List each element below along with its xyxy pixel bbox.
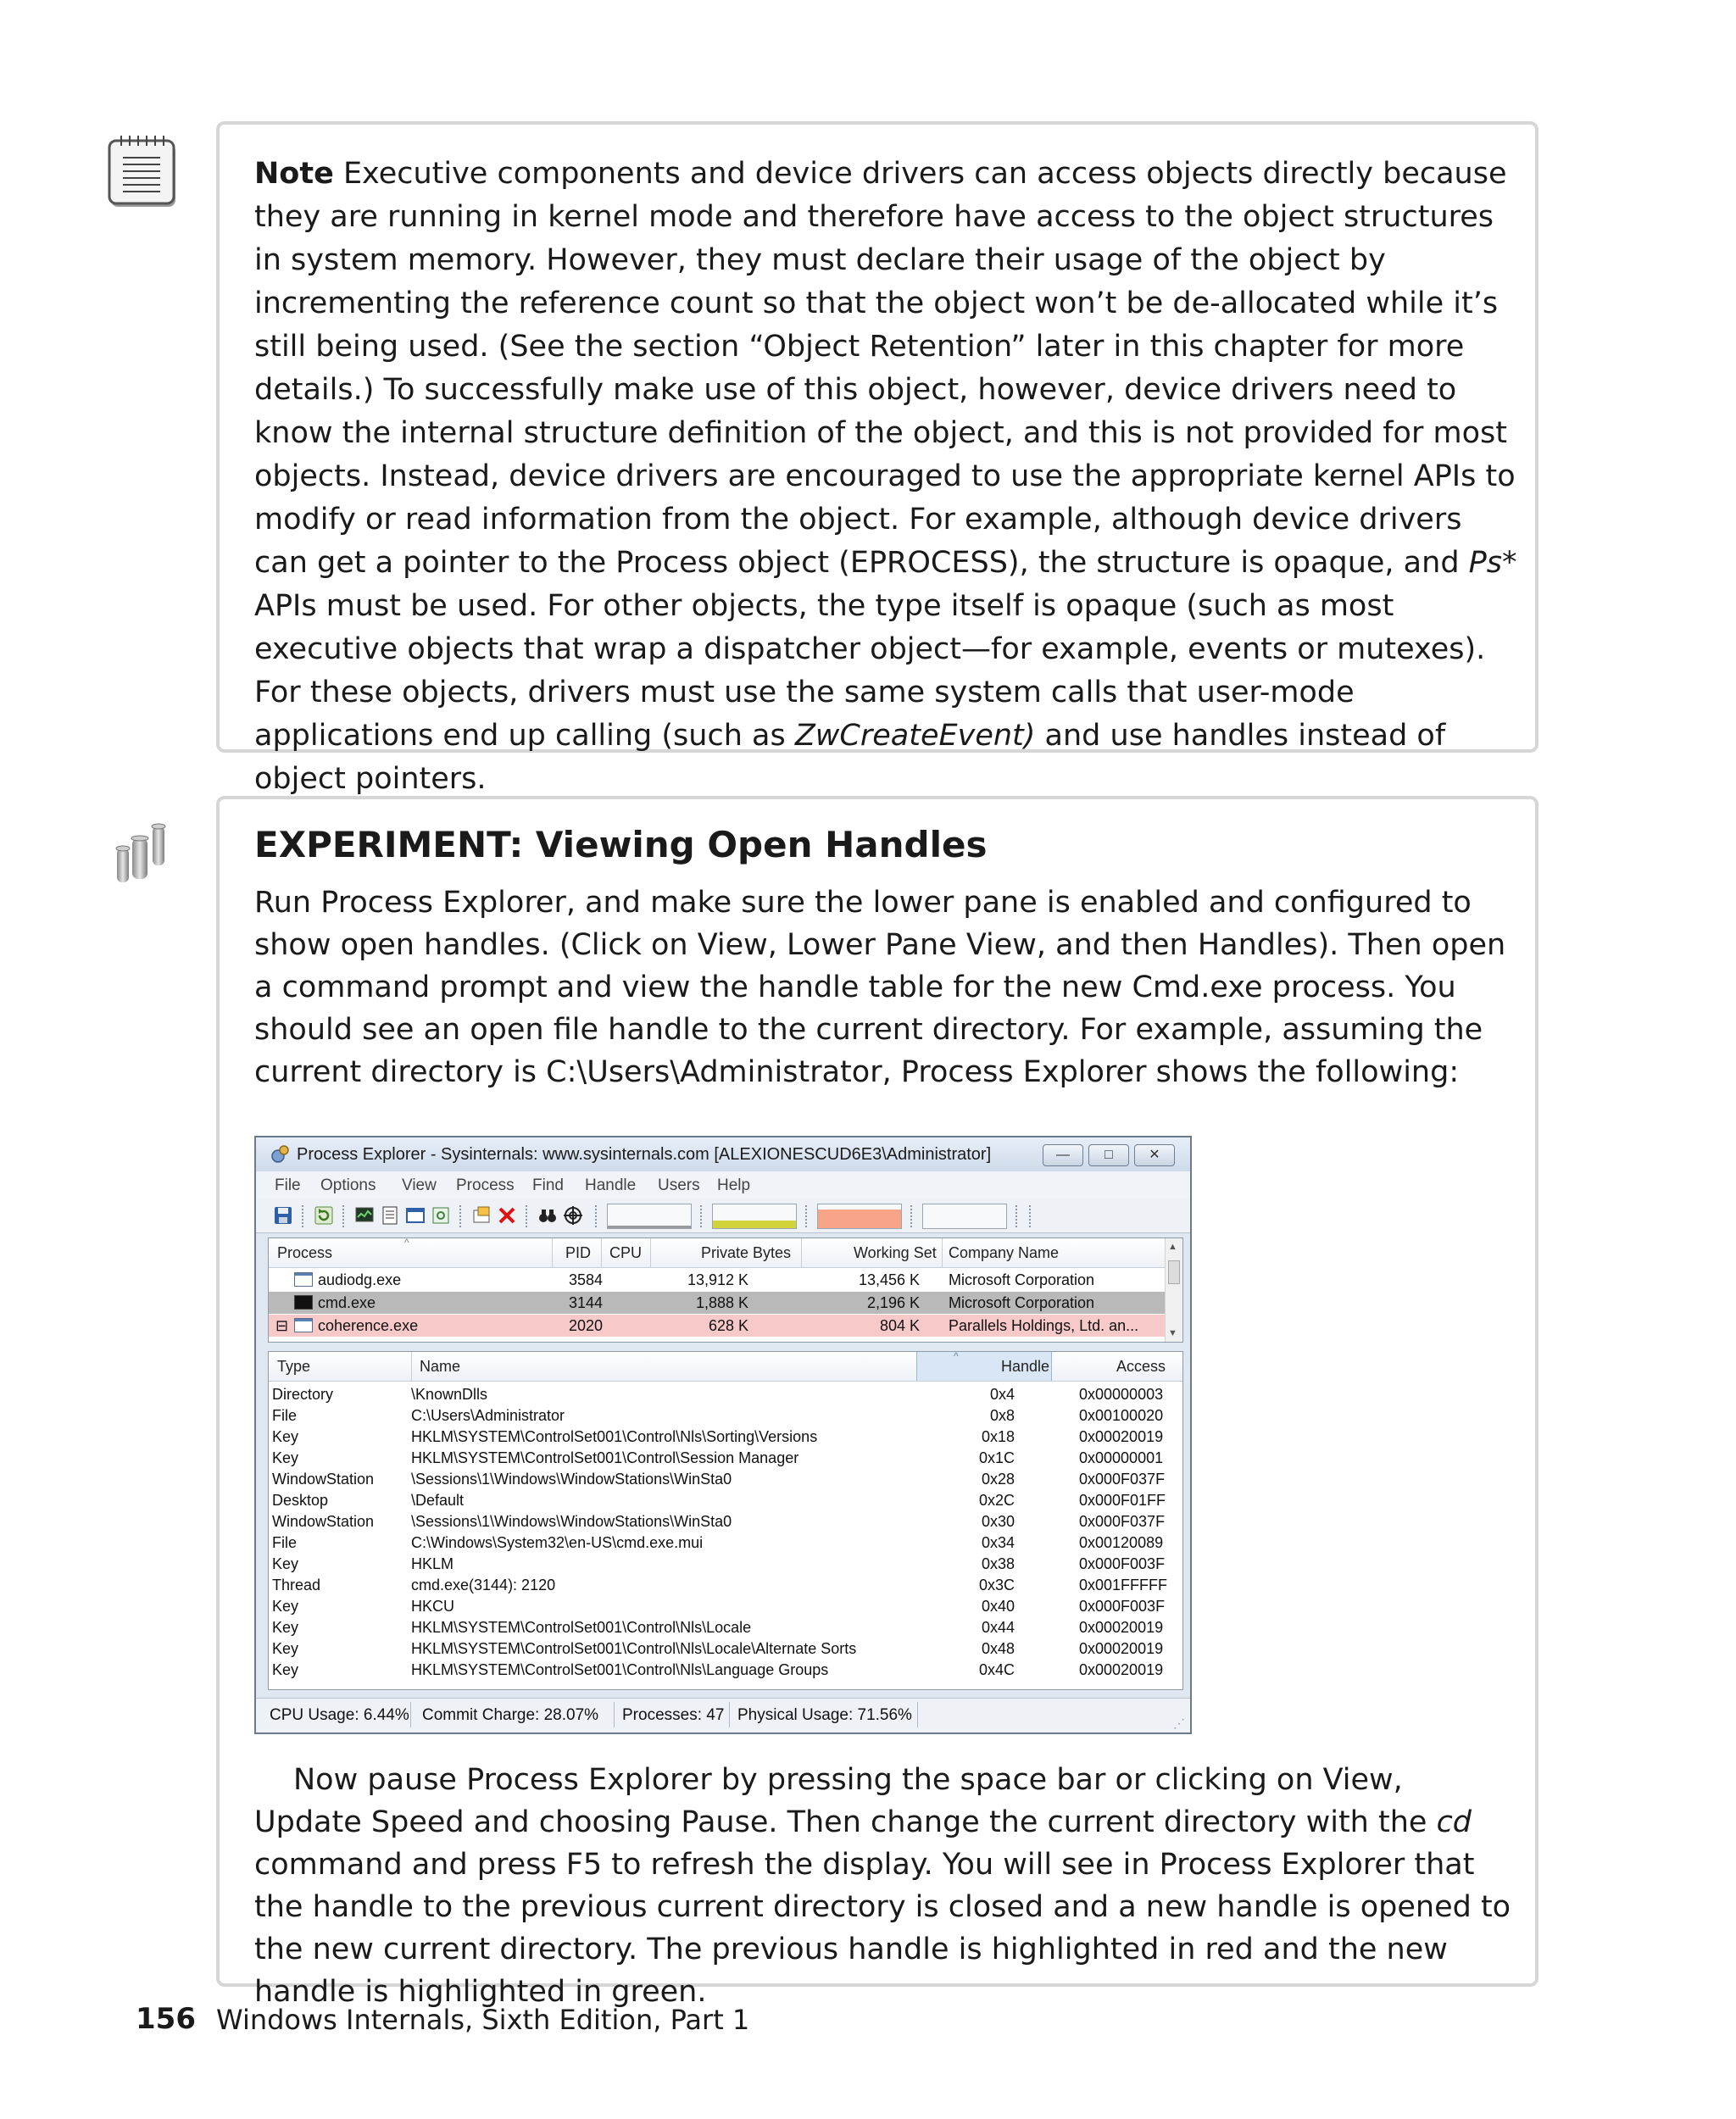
handle-value: 0x38 <box>981 1555 1015 1572</box>
handle-access: 0x00020019 <box>1079 1619 1164 1636</box>
handle-list-header <box>269 1352 1182 1382</box>
toolbar-grip <box>595 1205 600 1227</box>
handle-type: Key <box>272 1449 299 1466</box>
system-info-icon[interactable] <box>354 1205 375 1226</box>
handle-name: HKCU <box>411 1598 455 1615</box>
menu-find[interactable]: Find <box>532 1176 564 1194</box>
status-physical-usage: Physical Usage: 71.56% <box>737 1706 912 1724</box>
process-explorer-app-icon <box>270 1144 290 1165</box>
status-processes: Processes: 47 <box>622 1706 725 1724</box>
handle-access: 0x00000003 <box>1079 1386 1164 1403</box>
handle-name: \Sessions\1\Windows\WindowStations\WinSta0 <box>411 1471 732 1488</box>
toolbar-grip <box>526 1205 531 1227</box>
process-list-scrollbar[interactable] <box>1165 1238 1182 1342</box>
minimize-button[interactable]: — <box>1043 1144 1083 1166</box>
handle-name: C:\Windows\System32\en-US\cmd.exe.mui <box>411 1534 704 1551</box>
find-binoculars-icon[interactable] <box>537 1205 558 1226</box>
handle-value: 0x40 <box>981 1598 1015 1615</box>
experiment-intro: Run Process Explorer, and make sure the lower pane is enabled and configured to show open handles. (Click on View, Lower Pane View, and then Handles). Then open a command prompt and view the handle table for the new Cmd.exe process. You should see an open file handle to the current directory. For example, assuming the current directory is C:\Users\Administrator, Process Explorer shows the following: <box>254 886 1506 1089</box>
kill-process-icon[interactable] <box>497 1205 517 1226</box>
process-list-pane <box>268 1237 1183 1343</box>
handle-type: Key <box>272 1428 299 1445</box>
column-pid[interactable]: PID <box>565 1244 592 1261</box>
process-name: cmd.exe <box>318 1294 376 1311</box>
handle-type: Key <box>272 1661 299 1678</box>
commit-graph-fill <box>713 1221 796 1228</box>
scroll-thumb[interactable] <box>1168 1260 1180 1284</box>
cpu-graph[interactable] <box>607 1204 692 1229</box>
experiment-title: EXPERIMENT: Viewing Open Handles <box>254 824 988 865</box>
handle-access: 0x000F01FF <box>1079 1492 1166 1509</box>
handle-type: Directory <box>272 1386 334 1403</box>
handle-value: 0x4C <box>978 1661 1015 1678</box>
close-button[interactable]: ✕ <box>1134 1144 1175 1166</box>
column-type[interactable]: Type <box>277 1358 311 1375</box>
process-working-set: 13,456 K <box>858 1271 920 1288</box>
process-working-set: 804 K <box>879 1317 920 1334</box>
note-italic-zwcreateevent: ZwCreateEvent) <box>794 719 1036 753</box>
handle-name: \KnownDlls <box>411 1386 488 1403</box>
toolbar-grip <box>1015 1205 1021 1227</box>
handle-name: HKLM\SYSTEM\ControlSet001\Control\Session Manager <box>411 1449 799 1466</box>
scroll-down-icon[interactable]: ▼ <box>1168 1328 1177 1338</box>
handle-name: HKLM\SYSTEM\ControlSet001\Control\Nls\Language Groups <box>411 1661 829 1678</box>
handle-type: File <box>272 1407 298 1424</box>
handle-name: HKLM\SYSTEM\ControlSet001\Control\Nls\Locale <box>411 1619 752 1636</box>
toolbar-grip <box>1029 1205 1034 1227</box>
handle-name: \Sessions\1\Windows\WindowStations\WinSta0 <box>411 1513 732 1530</box>
menu-handle[interactable]: Handle <box>585 1176 637 1194</box>
toolbar-grip <box>342 1205 348 1227</box>
followup-italic-cd: cd <box>1436 1805 1472 1839</box>
handle-list-pane <box>268 1351 1183 1690</box>
menu-process[interactable]: Process <box>456 1176 515 1194</box>
handle-name: C:\Users\Administrator <box>411 1407 565 1424</box>
handle-value: 0x18 <box>981 1428 1015 1445</box>
find-window-crosshair-icon[interactable] <box>563 1205 583 1226</box>
maximize-button[interactable]: □ <box>1088 1144 1129 1166</box>
handle-value: 0x48 <box>981 1640 1015 1657</box>
handle-row[interactable] <box>269 1384 1182 1405</box>
scroll-up-icon[interactable]: ▲ <box>1168 1242 1177 1252</box>
handle-row[interactable] <box>269 1427 1182 1448</box>
process-private-bytes: 13,912 K <box>687 1271 748 1288</box>
handle-row[interactable] <box>269 1660 1182 1681</box>
column-cpu[interactable]: CPU <box>609 1244 643 1261</box>
handle-row[interactable] <box>269 1596 1182 1617</box>
handle-row[interactable] <box>269 1405 1182 1427</box>
handle-access: 0x00020019 <box>1079 1661 1164 1678</box>
process-pid: 3584 <box>569 1271 604 1288</box>
process-private-bytes: 1,888 K <box>695 1294 748 1311</box>
process-company: Parallels Holdings, Ltd. an... <box>949 1317 1139 1334</box>
application-icon <box>294 1318 313 1332</box>
menu-options[interactable]: Options <box>320 1176 376 1194</box>
process-name: coherence.exe <box>318 1317 419 1334</box>
column-working-set[interactable]: Working Set <box>854 1244 937 1261</box>
handle-value: 0x44 <box>981 1619 1015 1636</box>
note-italic-ps: Ps* <box>1468 546 1517 580</box>
io-graph[interactable] <box>922 1204 1007 1229</box>
handle-access: 0x00100020 <box>1079 1407 1164 1424</box>
toolbar-grip <box>302 1205 307 1227</box>
handle-value: 0x1C <box>978 1449 1015 1466</box>
physical-memory-graph[interactable] <box>817 1204 902 1229</box>
handle-value: 0x2C <box>978 1492 1015 1509</box>
title-bar[interactable] <box>256 1137 1190 1171</box>
menu-users[interactable]: Users <box>658 1176 700 1194</box>
handle-row[interactable] <box>269 1575 1182 1596</box>
column-handle[interactable]: Handle <box>1001 1358 1050 1375</box>
process-pid: 2020 <box>569 1317 604 1334</box>
process-company: Microsoft Corporation <box>949 1271 1095 1288</box>
column-process[interactable]: Process <box>277 1244 333 1261</box>
cpu-graph-line <box>608 1226 691 1228</box>
handle-value: 0x28 <box>981 1471 1015 1488</box>
page-number: 156 <box>136 2002 196 2036</box>
handle-type: Key <box>272 1598 299 1615</box>
process-row[interactable] <box>269 1292 1166 1314</box>
handle-access: 0x00000001 <box>1079 1449 1164 1466</box>
handle-access: 0x000F003F <box>1079 1598 1166 1615</box>
note-paragraph <box>254 153 1517 801</box>
process-pid: 3144 <box>569 1294 604 1311</box>
process-list-header <box>269 1238 1166 1268</box>
process-row[interactable] <box>269 1269 1166 1291</box>
handle-access: 0x000F037F <box>1079 1513 1166 1530</box>
handle-row[interactable] <box>269 1617 1182 1638</box>
column-private-bytes[interactable]: Private Bytes <box>701 1244 792 1261</box>
handle-value: 0x34 <box>981 1534 1015 1551</box>
handle-value: 0x3C <box>978 1577 1015 1593</box>
toolbar <box>256 1199 1190 1233</box>
note-lead: Note <box>254 157 334 191</box>
physical-memory-graph-fill <box>818 1210 901 1228</box>
handle-type: Key <box>272 1619 299 1636</box>
save-icon[interactable] <box>273 1205 293 1226</box>
handle-access: 0x000F037F <box>1079 1471 1166 1488</box>
handle-type: Desktop <box>272 1492 329 1509</box>
handle-row[interactable] <box>269 1511 1182 1532</box>
menu-bar <box>256 1171 1190 1199</box>
column-name[interactable]: Name <box>420 1358 461 1375</box>
handle-row[interactable] <box>269 1554 1182 1575</box>
status-cpu-usage: CPU Usage: 6.44% <box>270 1706 409 1724</box>
commit-graph[interactable] <box>712 1204 797 1229</box>
handle-value: 0x30 <box>981 1513 1015 1530</box>
followup-text-part: Now pause Process Explorer by pressing the space bar or clicking on View, Update Speed and choosing Pause. Then change the current directory with the <box>254 1763 1437 1839</box>
handle-value: 0x4 <box>989 1386 1015 1403</box>
properties-icon[interactable] <box>380 1205 400 1226</box>
handle-access: 0x000F003F <box>1079 1555 1166 1572</box>
process-row[interactable] <box>269 1315 1166 1337</box>
refresh-icon[interactable] <box>314 1205 334 1226</box>
handle-name: \Default <box>411 1492 465 1509</box>
process-explorer-window <box>254 1136 1192 1734</box>
status-commit-charge: Commit Charge: 28.07% <box>422 1706 599 1724</box>
beakers-icon <box>110 809 183 891</box>
handle-access: 0x00120089 <box>1079 1534 1164 1551</box>
column-access[interactable]: Access <box>1116 1358 1166 1375</box>
handle-row[interactable] <box>269 1490 1182 1511</box>
book-title: Windows Internals, Sixth Edition, Part 1 <box>216 2004 750 2036</box>
handle-type: Thread <box>272 1577 321 1593</box>
handle-access: 0x00020019 <box>1079 1640 1164 1657</box>
handle-type: File <box>272 1534 298 1551</box>
handle-name: HKLM <box>411 1555 454 1572</box>
handle-type: WindowStation <box>272 1513 375 1530</box>
process-company: Microsoft Corporation <box>949 1294 1095 1311</box>
handle-access: 0x00020019 <box>1079 1428 1164 1445</box>
handle-name: HKLM\SYSTEM\ControlSet001\Control\Nls\Sorting\Versions <box>411 1428 818 1445</box>
handle-row[interactable] <box>269 1448 1182 1469</box>
experiment-followup <box>254 1759 1517 2013</box>
application-icon <box>294 1272 313 1287</box>
followup-text-part: command and press F5 to refresh the display. You will see in Process Explorer that the handle to the previous current directory is closed and a new handle is opened to the new current directory. The previous handle is highlighted in red and the new handle is highlighted in green. <box>254 1848 1511 2009</box>
notepad-icon <box>108 136 181 217</box>
note-text-part: APIs must be used. For other objects, the type itself is opaque (such as most executive objects that wrap a dispatcher object—for example, events or mutexes). For these objects, drivers must use the same system calls that user-mode applications end up calling (such as <box>254 589 1486 753</box>
handle-type: WindowStation <box>272 1471 375 1488</box>
handle-row[interactable] <box>269 1638 1182 1660</box>
toolbar-grip <box>459 1205 465 1227</box>
resize-grip-icon[interactable]: ⋰ <box>1173 1716 1185 1730</box>
dll-view-icon[interactable] <box>431 1205 451 1226</box>
process-expander[interactable]: ⊟ <box>275 1317 289 1334</box>
handle-row[interactable] <box>269 1469 1182 1490</box>
process-private-bytes: 628 K <box>708 1317 748 1334</box>
menu-file[interactable]: File <box>275 1176 301 1194</box>
sort-arrow-icon: ^ <box>404 1237 409 1249</box>
handle-type: Key <box>272 1640 299 1657</box>
handle-type: Key <box>272 1555 299 1572</box>
handle-access: 0x001FFFFF <box>1079 1577 1168 1593</box>
toolbar-grip <box>700 1205 705 1227</box>
column-company-name[interactable]: Company Name <box>949 1244 1060 1261</box>
menu-view[interactable]: View <box>402 1176 437 1194</box>
toolbar-grip <box>805 1205 810 1227</box>
console-icon <box>294 1295 313 1310</box>
menu-help[interactable]: Help <box>717 1176 751 1194</box>
note-text-part: Executive components and device drivers can access objects directly because they are running in kernel mode and therefore have access to the object structures in system memory. However, they must declare their usage of the object by incrementing the reference count so that the object won’t be de-allocated while it’s still being used. (See the section “Object Retention” later in this chapter for more details.) To successfully make use of this object, however, device drivers need to know the internal structure definition of the object, and this is not provided for most objects. Instead, device drivers are encouraged to use the appropriate kernel APIs to modify or read information from the object. For example, although device drivers can get a pointer to the Process object (EPROCESS), the structure is opaque, and <box>254 157 1516 580</box>
status-bar <box>256 1698 1190 1732</box>
process-name: audiodg.exe <box>318 1271 402 1288</box>
process-working-set: 2,196 K <box>866 1294 920 1311</box>
window-title: Process Explorer - Sysinternals: www.sysinternals.com [ALEXIONESCUD6E3\Administrator] <box>297 1145 992 1164</box>
handle-value: 0x8 <box>989 1407 1015 1424</box>
handle-name: cmd.exe(3144): 2120 <box>411 1577 556 1593</box>
handle-name: HKLM\SYSTEM\ControlSet001\Control\Nls\Locale\Alternate Sorts <box>411 1640 857 1657</box>
sort-arrow-icon: ^ <box>954 1351 959 1362</box>
window-icon[interactable] <box>405 1205 426 1226</box>
toolbar-grip <box>910 1205 915 1227</box>
handle-row[interactable] <box>269 1532 1182 1554</box>
process-properties-icon[interactable] <box>471 1205 492 1226</box>
note-text-part: and use handles instead of object pointers. <box>254 719 1446 796</box>
